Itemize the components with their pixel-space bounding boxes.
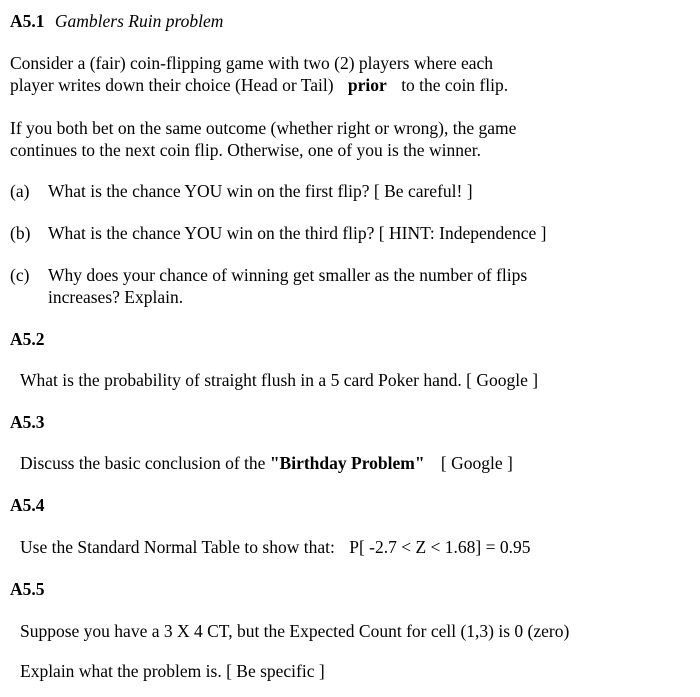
question-label: (b): [10, 223, 31, 243]
question-text-continued: increases? Explain.: [48, 287, 184, 307]
section-text: Explain what the problem is. [ Be specific ]: [20, 661, 325, 681]
section-text: What is the probability of straight flush in a 5 card Poker hand. [ Google ]: [20, 370, 539, 390]
section-title: Gamblers Ruin problem: [54, 11, 224, 31]
question-b: [10, 222, 547, 244]
paragraph-text: player writes down their choice (Head or Tail): [10, 75, 334, 95]
section-text: Suppose you have a 3 X 4 CT, but the Expected Count for cell (1,3) is 0 (zero): [20, 621, 570, 641]
probability-formula: P[ -2.7 < Z < 1.68] = 0.95: [349, 537, 531, 557]
paragraph-text: to the coin flip.: [401, 75, 509, 95]
question-label: (a): [10, 181, 30, 201]
emphasis-birthday-problem: "Birthday Problem": [269, 453, 425, 473]
question-text: What is the chance YOU win on the third flip? [ HINT: Independence ]: [48, 223, 547, 243]
section-heading-a5-1: [10, 10, 223, 32]
question-label: (c): [10, 265, 30, 285]
question-c: [10, 264, 527, 286]
question-text: Why does your chance of winning get smaller as the number of flips: [48, 265, 528, 285]
paragraph-line: If you both bet on the same outcome (whether right or wrong), the game: [10, 118, 517, 138]
paragraph-line: [10, 74, 508, 96]
section-text-part: Discuss the basic conclusion of the: [20, 453, 270, 473]
section-heading-a5-2: A5.2: [10, 329, 45, 349]
section-heading-a5-3: A5.3: [10, 412, 45, 432]
question-a: [10, 180, 473, 202]
paragraph-line: continues to the next coin flip. Otherwise, one of you is the winner.: [10, 140, 481, 160]
section-text-part: [ Google ]: [440, 453, 513, 473]
paragraph-line: Consider a (fair) coin-flipping game with two (2) players where each: [10, 53, 494, 73]
section-heading-a5-5: A5.5: [10, 579, 45, 599]
section-heading-a5-4: A5.4: [10, 495, 45, 515]
emphasis-prior: prior: [347, 75, 387, 95]
section-text-part: Use the Standard Normal Table to show that:: [20, 537, 335, 557]
section-text: [20, 536, 531, 558]
section-text: [20, 452, 513, 474]
section-number: A5.1: [10, 11, 45, 31]
question-text: What is the chance YOU win on the first flip? [ Be careful! ]: [48, 181, 473, 201]
